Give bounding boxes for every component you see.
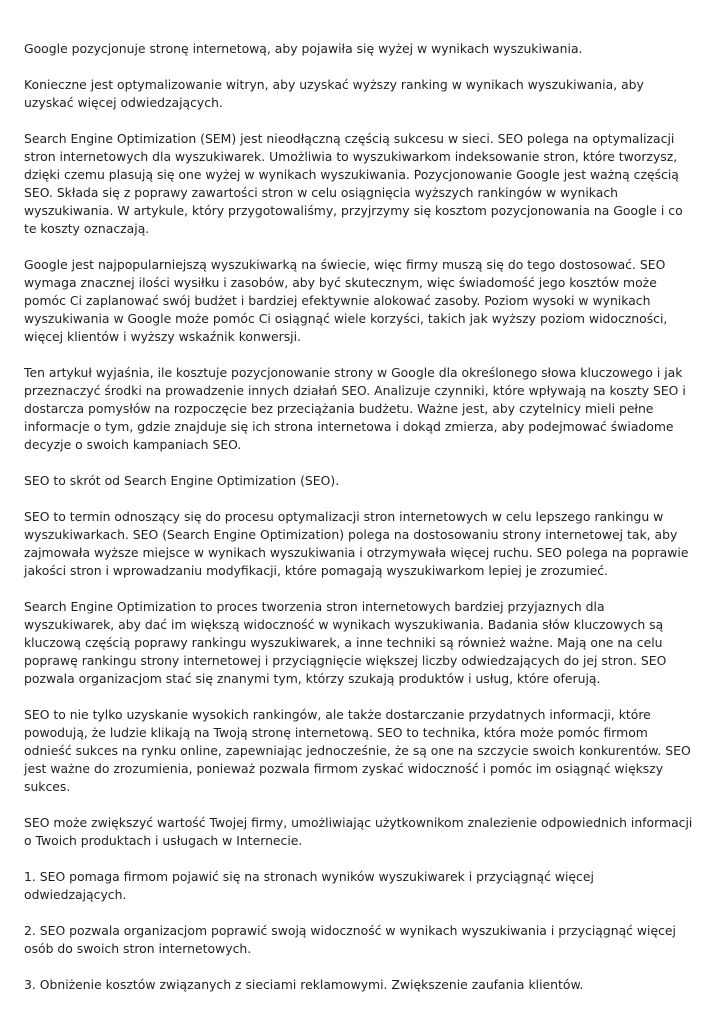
paragraph-9: SEO to nie tylko uzyskanie wysokich rankingów, ale także dostarczanie przydatnych informacji, które powodują, że ludzie klikają na Twoją stronę internetową. SEO to technika, która może pomóc firmom odnieść sukces na rynku online, zapewniając jednocześnie, że są one na szczycie swoich konkurentów. SEO jest ważne do zrozumienia, ponieważ pozwala firmom zyskać widoczność i pomóc im osiągnąć większy sukces. bbox=[24, 707, 691, 794]
paragraph-5: Ten artykuł wyjaśnia, ile kosztuje pozycjonowanie strony w Google dla określonego słowa kluczowego i jak przeznaczyć środki na prowadzenie innych działań SEO. Analizuje czynniki, które wpływają na koszty SEO i dostarcza pomysłów na rozpoczęcie bez przeciążania budżetu. Ważne jest, aby czytelnicy mieli pełne informacje o tym, gdzie znajduje się ich strona internetowa i dokąd zmierza, aby podejmować świadome decyzje o swoich kampaniach SEO. bbox=[24, 365, 686, 452]
paragraph-3: Search Engine Optimization (SEM) jest nieodłączną częścią sukcesu w sieci. SEO polega na optymalizacji stron internetowych dla wyszukiwarek. Umożliwia to wyszukiwarkom indeksowanie stron, które tworzysz, dzięki czemu plasują się one wyżej w wynikach wyszukiwania. Pozycjonowanie Google jest ważną częścią SEO. Składa się z poprawy zawartości stron w celu osiągnięcia wyższych rankingów w wynikach wyszukiwania. W artykule, który przygotowaliśmy, przyjrzymy się kosztom pozycjonowania na Google i co te koszty oznaczają. bbox=[24, 131, 683, 236]
paragraph-7: SEO to termin odnoszący się do procesu optymalizacji stron internetowych w celu lepszego rankingu w wyszukiwarkach. SEO (Search Engine Optimization) polega na dostosowaniu strony internetowej tak, aby zajmowała wyższe miejsce w wynikach wyszukiwania i otrzymywała więcej ruchu. SEO polega na poprawie jakości stron i wprowadzaniu modyfikacji, które pomagają wyszukiwarkom lepiej je zrozumieć. bbox=[24, 509, 689, 578]
paragraph-8: Search Engine Optimization to proces tworzenia stron internetowych bardziej przyjaznych dla wyszukiwarek, aby dać im większą widoczność w wynikach wyszukiwania. Badania słów kluczowych są kluczową częścią poprawy rankingu wyszukiwarek, a inne techniki są również ważne. Mają one na celu poprawę rankingu strony internetowej i przyciągnięcie większej liczby odwiedzających do jej stron. SEO pozwala organizacjom stać się znanymi tym, którzy szukają produktów i usług, które oferują. bbox=[24, 599, 667, 686]
list-item-3: 3. Obniżenie kosztów związanych z sieciami reklamowymi. Zwiększenie zaufania klientów. bbox=[24, 977, 584, 992]
paragraph-4: Google jest najpopularniejszą wyszukiwarką na świecie, więc firmy muszą się do tego dostosować. SEO wymaga znacznej ilości wysiłku i zasobów, aby być skutecznym, więc świadomość jego kosztów może pomóc Ci zaplanować swój budżet i bardziej efektywnie alokować zasoby. Poziom wysoki w wynikach wyszukiwania w Google może pomóc Ci osiągnąć wiele korzyści, takich jak wyższy poziom widoczności, więcej klientów i wyższy wskaźnik konwersji. bbox=[24, 257, 668, 344]
paragraph-1: Google pozycjonuje stronę internetową, aby pojawiła się wyżej w wynikach wyszukiwania. bbox=[24, 41, 583, 56]
list-item-1: 1. SEO pomaga firmom pojawić się na stronach wyników wyszukiwarek i przyciągnąć więcej odwiedzających. bbox=[24, 869, 594, 902]
paragraph-2: Konieczne jest optymalizowanie witryn, aby uzyskać wyższy ranking w wynikach wyszukiwania, aby uzyskać więcej odwiedzających. bbox=[24, 77, 644, 110]
paragraph-6: SEO to skrót od Search Engine Optimization (SEO). bbox=[24, 473, 340, 488]
paragraph-10: SEO może zwiększyć wartość Twojej firmy, umożliwiając użytkownikom znalezienie odpowiednich informacji o Twoich produktach i usługach w Internecie. bbox=[24, 815, 693, 848]
list-item-2: 2. SEO pozwala organizacjom poprawić swoją widoczność w wynikach wyszukiwania i przyciągnąć więcej osób do swoich stron internetowych. bbox=[24, 923, 677, 956]
